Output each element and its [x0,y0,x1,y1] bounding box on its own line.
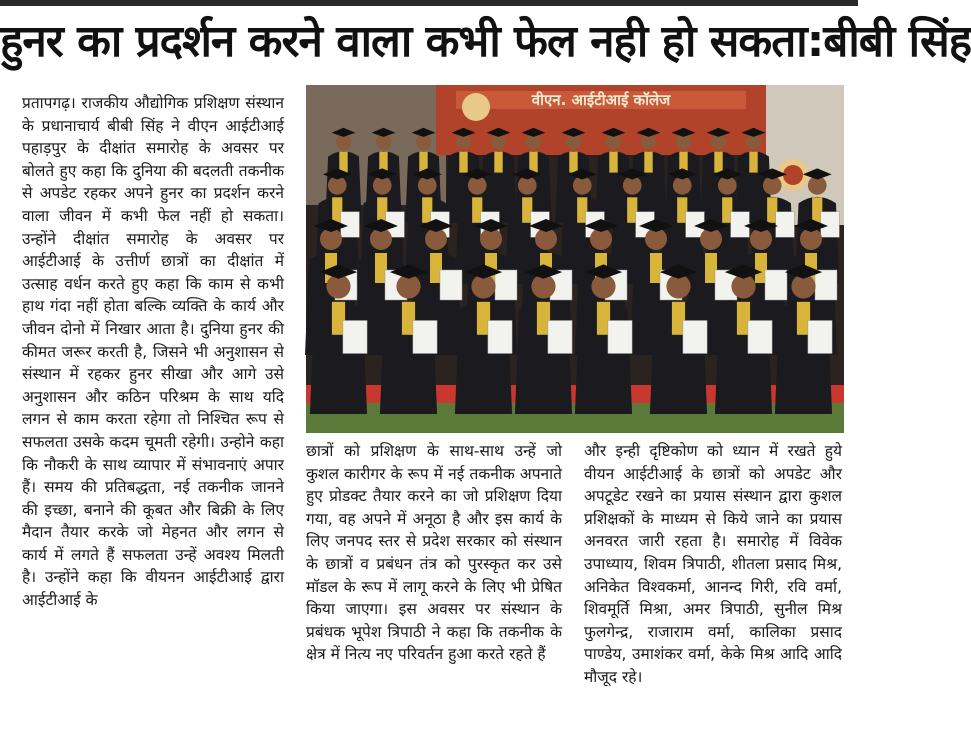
article-column-2: छात्रों को प्रशिक्षण के साथ-साथ उन्हें जो कुशल कारीगर के रूप में नई तकनीक अपनाते हुए प्रोडक्ट तैयार करने का जो प्रशिक्षण दिया गया, वह अपने में अनूठा है और इस कार्य के लिए जनपद स्तर से प्रदेश सरकार को संस्थान के छात्रों व प्रबंधन तंत्र को पुरस्कृत कर उसे मॉडल के रूप में लागू करने के लिए भी प्रेषित किया जाएगा। इस अवसर पर संस्थान के प्रबंधक भूपेश त्रिपाठी ने कहा कि तकनीक के क्षेत्र में नित्य नए परिवर्तन हुआ करते रहते हैं [306,442,562,664]
banner-text: वीएन. आईटीआई कॉलेज [531,91,671,109]
article-column-3: और इन्ही दृष्टिकोण को ध्यान में रखते हुये वीयन आईटीआई के छात्रों को अपडेट और अपटूडेट रखने का प्रयास संस्थान द्वारा कुशल प्रशिक्षकों के माध्यम से किये जाने का प्रयास अनवरत जारी रहता है। समारोह में विवेक उपाध्याय, शिवम त्रिपाठी, शीतला प्रसाद मिश्र, अनिकेत विश्वकर्मा, आनन्द गिरी, रवि वर्मा, शिवमूर्ति मिश्रा, अमर त्रिपाठी, सुनील मिश्र फुलगेन्द्र, राजाराम वर्मा, कालिका प्रसाद पाण्डेय, उमाशंकर वर्मा, केके मिश्र आदि आदि मौजूद रहे। [584,442,842,686]
ceremony-photo [306,85,844,433]
graduation-ceremony-photo [306,85,844,433]
top-rule [0,0,858,6]
headline: हुनर का प्रदर्शन करने वाला कभी फेल नही हो सकता:बीबी सिंह [0,16,971,67]
article-column-1: प्रतापगढ़। राजकीय औद्योगिक प्रशिक्षण संस्थान के प्रधानाचार्य बीबी सिंह ने वीएन आईटीआई पहाड़पुर के दीक्षांत समारोह के अवसर पर बोलते हुए कहा कि दुनिया की बदलती तकनीक से अपडेट रहकर अपने हुनर का प्रदर्शन करने वाला जीवन में कभी फेल नहीं हो सकता। उन्होंने दीक्षांत समारोह के अवसर पर आईटीआई के उत्तीर्ण छात्रों का दीक्षांत में उत्साह वर्धन करते हुए कहा कि काम से कभी हाथ गंदा नहीं होता बल्कि व्यक्ति के कार्य और जीवन दोनो में निखार आता है। दुनिया हुनर की कीमत जरूर करती है, जिसने भी अनुशासन से संस्थान में रहकर हुनर सीखा और आगे उसे अनुशासन और कठिन परिश्रम के साथ यदि लगन से काम करता रहेगा तो निश्चित रूप से सफलता उसके कदम चूमती रहेगी। उन्होने कहा कि नौकरी के साथ व्यापार में संभावनाएं अपार हैं। समय की प्रतिबद्धता, नई तकनीक जानने की इच्छा, बनाने की कूबत और बिक्री के लिए मैदान तैयार करके जो मेहनत और लगन से कार्य में लगते हैं सफलता उन्हें अवश्य मिलती है। उन्होंने कहा कि वीयनन आईटीआई द्वारा आईटीआई के [22,94,284,610]
